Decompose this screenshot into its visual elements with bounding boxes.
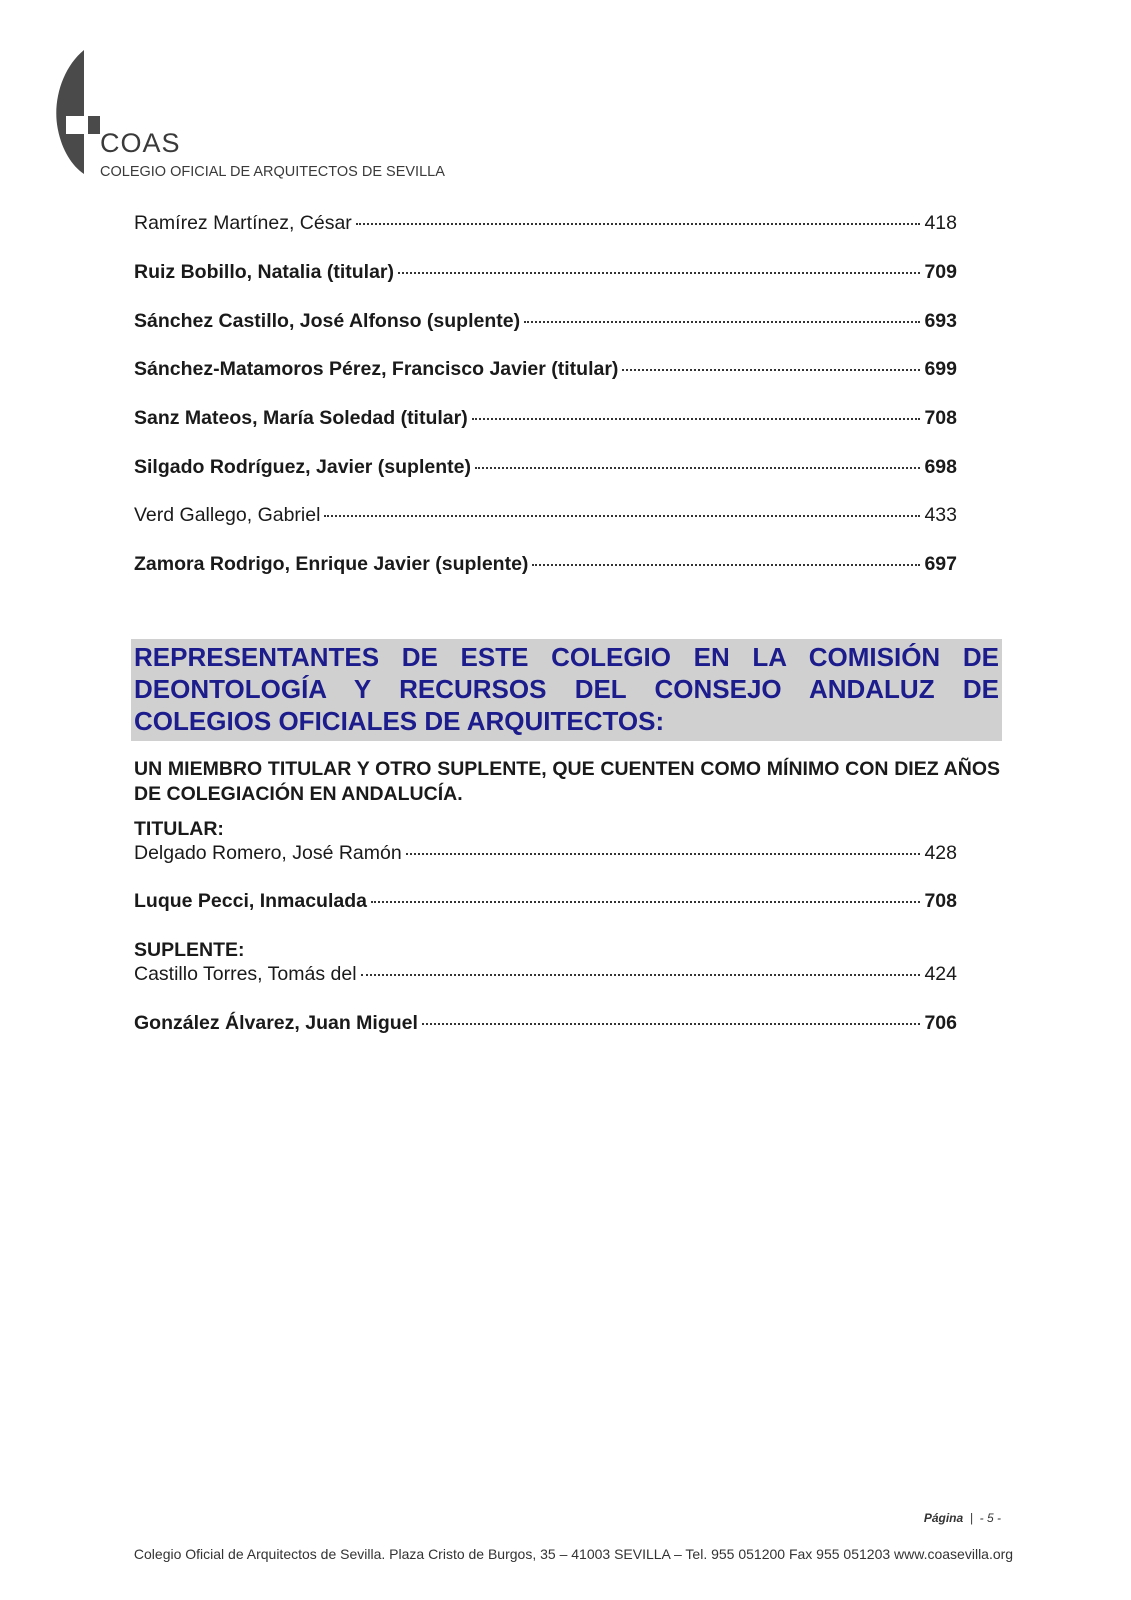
section-subheading: UN MIEMBRO TITULAR Y OTRO SUPLENTE, QUE CUENTEN COMO MÍNIMO CON DIEZ AÑOS DE COLEGIACIÓN EN ANDALUCÍA.: [134, 758, 1000, 805]
toc-entry: [134, 456, 957, 482]
logo-name: COAS: [100, 128, 181, 158]
entry-page: 693: [924, 310, 957, 332]
footer-address: Colegio Oficial de Arquitectos de Sevilla. Plaza Cristo de Burgos, 35 – 41003 SEVILLA – Tel. 955 051200 Fax 955 051203 www.coasevilla.org: [133, 1546, 1014, 1562]
entry-name: Sánchez Castillo, José Alfonso (suplente): [134, 310, 521, 332]
page-separator: |: [966, 1511, 977, 1525]
entry-name: Silgado Rodríguez, Javier (suplente): [134, 456, 471, 478]
toc-entry: [134, 842, 957, 868]
entry-name: Zamora Rodrigo, Enrique Javier (suplente): [134, 553, 529, 575]
entry-page: 418: [924, 212, 957, 234]
entry-page: 708: [924, 407, 957, 429]
entry-name: Castillo Torres, Tomás del: [134, 963, 357, 985]
toc-entry: [134, 1012, 957, 1038]
dot-leader: [622, 368, 920, 371]
dot-leader: [475, 466, 920, 469]
dot-leader: [422, 1022, 921, 1025]
toc-entry: [134, 890, 957, 916]
page-number: [924, 1511, 1001, 1525]
entry-name: Ramírez Martínez, César: [134, 212, 352, 234]
toc-entry: [134, 358, 957, 384]
entry-name: Sanz Mateos, María Soledad (titular): [134, 407, 468, 429]
page-label: Página: [923, 1511, 964, 1525]
dot-leader: [524, 320, 920, 323]
entry-page: 706: [924, 1012, 957, 1034]
coas-logo: [54, 46, 474, 186]
entry-page: 697: [924, 553, 957, 575]
dot-leader: [406, 852, 921, 855]
entry-name: Ruiz Bobillo, Natalia (titular): [134, 261, 395, 283]
toc-entry: [134, 407, 957, 433]
suplente-label: SUPLENTE:: [134, 939, 245, 961]
dot-leader: [371, 900, 920, 903]
toc-entry: [134, 504, 957, 530]
entry-name: Delgado Romero, José Ramón: [134, 842, 402, 864]
dot-leader: [472, 417, 921, 420]
coas-emblem-icon: [54, 46, 102, 178]
entry-page: 699: [924, 358, 957, 380]
entry-page: 433: [924, 504, 957, 526]
dot-leader: [356, 222, 921, 225]
entry-name: Sánchez-Matamoros Pérez, Francisco Javier (titular): [134, 358, 619, 380]
toc-entry: [134, 310, 957, 336]
entry-page: 708: [924, 890, 957, 912]
toc-entry: [134, 553, 957, 579]
toc-entry: [134, 212, 957, 238]
entry-page: 709: [924, 261, 957, 283]
page-number-value: - 5 -: [979, 1511, 1001, 1525]
titular-label: TITULAR:: [134, 818, 224, 840]
entry-page: 424: [924, 963, 957, 985]
section-heading: REPRESENTANTES DE ESTE COLEGIO EN LA COMISIÓN DE DEONTOLOGÍA Y RECURSOS DEL CONSEJO ANDALUZ DE COLEGIOS OFICIALES DE ARQUITECTOS:: [131, 639, 1002, 741]
entry-name: Verd Gallego, Gabriel: [134, 504, 321, 526]
logo-subtitle: COLEGIO OFICIAL DE ARQUITECTOS DE SEVILLA: [100, 164, 445, 180]
toc-entry: [134, 963, 957, 989]
entry-page: 698: [924, 456, 957, 478]
dot-leader: [532, 563, 920, 566]
dot-leader: [324, 514, 920, 517]
toc-entry: [134, 261, 957, 287]
entry-name: Luque Pecci, Inmaculada: [134, 890, 367, 912]
entry-name: González Álvarez, Juan Miguel: [134, 1012, 418, 1034]
dot-leader: [361, 973, 921, 976]
entry-page: 428: [924, 842, 957, 864]
dot-leader: [398, 271, 920, 274]
